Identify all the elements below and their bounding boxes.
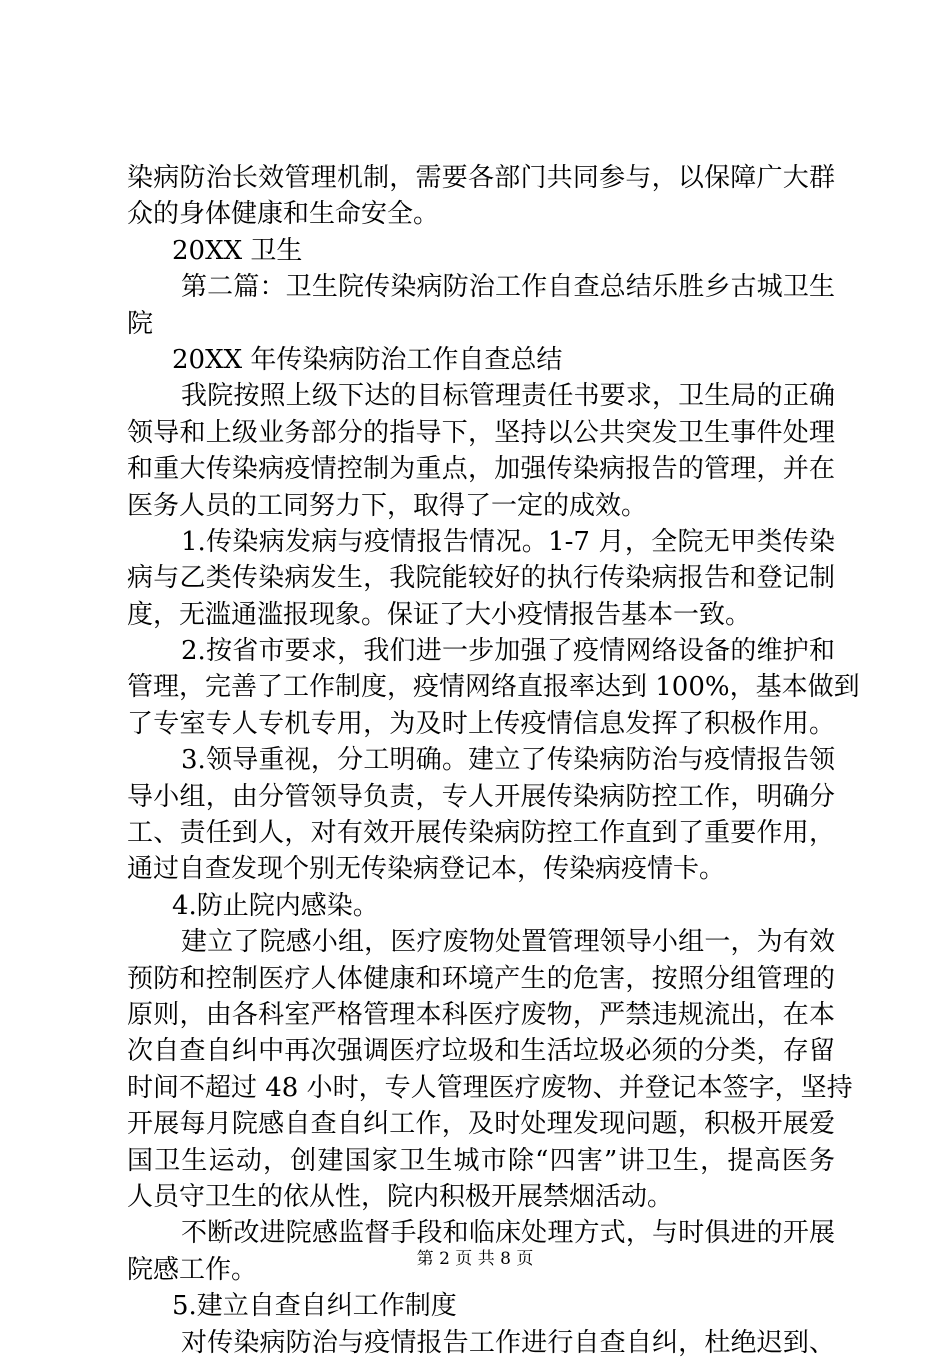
text-line: 众的身体健康和生命安全。: [127, 199, 440, 230]
text-line: 导小组，由分管领导负责，专人开展传染病防控工作，明确分: [127, 781, 835, 812]
text-line: 度，无滥通滥报现象。保证了大小疫情报告基本一致。: [127, 599, 752, 630]
text-line: 病与乙类传染病发生，我院能较好的执行传染病报告和登记制: [127, 563, 835, 594]
text-line: 我院按照上级下达的目标管理责任书要求，卫生局的正确: [181, 381, 835, 412]
item-2-line: 2.按省市要求，我们进一步加强了疫情网络设备的维护和: [181, 636, 835, 667]
text-line: 领导和上级业务部分的指导下，坚持以公共突发卫生事件处理: [127, 417, 835, 448]
text-line: 原则，由各科室严格管理本科医疗废物，严禁违规流出，在本: [127, 999, 835, 1030]
item-4-heading: 4.防止院内感染。: [172, 890, 379, 921]
text-line: 国卫生运动，创建国家卫生城市除“四害”讲卫生，提高医务: [127, 1145, 835, 1176]
item-3-line: 3.领导重视，分工明确。建立了传染病防治与疫情报告领: [181, 745, 835, 776]
section-title: 第二篇：卫生院传染病防治工作自查总结乐胜乡古城卫生: [181, 272, 835, 303]
text-line: 医务人员的工同努力下，取得了一定的成效。: [127, 490, 648, 521]
text-line: 院感工作。: [127, 1254, 258, 1285]
text-line: 预防和控制医疗人体健康和环境产生的危害，按照分组管理的: [127, 963, 835, 994]
item-1-line: 1.传染病发病与疫情报告情况。1-7 月，全院无甲类传染: [181, 526, 835, 557]
text-line: 不断改进院感监督手段和临床处理方式，与时俱进的开展: [181, 1218, 835, 1249]
text-line: 了专室专人专机专用，为及时上传疫情信息发挥了积极作用。: [127, 708, 835, 739]
text-line: 人员守卫生的依从性，院内积极开展禁烟活动。: [127, 1181, 674, 1212]
text-line: 对传染病防治与疫情报告工作进行自查自纠，杜绝迟到、: [181, 1327, 835, 1358]
text-line: 和重大传染病疫情控制为重点，加强传染病报告的管理，并在: [127, 454, 835, 485]
item-5-heading: 5.建立自查自纠工作制度: [172, 1291, 457, 1322]
page-number-footer: 第 2 页 共 8 页: [416, 1249, 534, 1269]
text-line: 通过自查发现个别无传染病登记本，传染病疫情卡。: [127, 854, 726, 885]
text-line: 开展每月院感自查自纠工作，及时处理发现问题，积极开展爱: [127, 1109, 835, 1140]
report-title: 20XX 年传染病防治工作自查总结: [172, 344, 563, 375]
text-line: 次自查自纠中再次强调医疗垃圾和生活垃圾必须的分类，存留: [127, 1036, 835, 1067]
text-line: 时间不超过 48 小时，专人管理医疗废物、并登记本签字，坚持: [127, 1072, 853, 1103]
document-body: [127, 160, 860, 1361]
section-title-cont: 院: [127, 308, 154, 339]
signature-line: 20XX 卫生: [172, 235, 303, 266]
text-line: 染病防治长效管理机制，需要各部门共同参与，以保障广大群: [127, 163, 835, 193]
text-line: 工、责任到人，对有效开展传染病防控工作直到了重要作用，: [127, 818, 835, 849]
text-line: 建立了院感小组，医疗废物处置管理领导小组一，为有效: [181, 927, 835, 958]
text-line: 管理，完善了工作制度，疫情网络直报率达到 100%，基本做到: [127, 672, 860, 703]
